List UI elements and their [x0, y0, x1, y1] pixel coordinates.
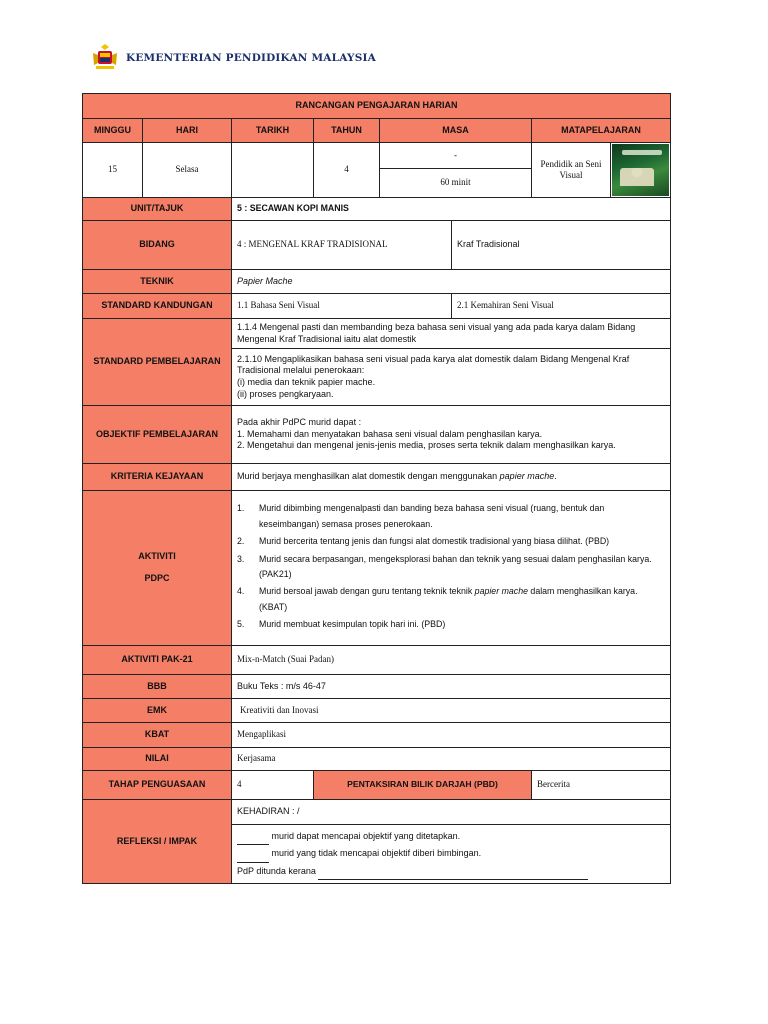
tarikh-value[interactable] — [232, 143, 314, 198]
list-item: 4. Murid bersoal jawab dengan guru tentang teknik teknik papier mache dalam menghasilkan karya. (KBAT) — [237, 586, 638, 612]
col-tarikh: TARIKH — [232, 119, 314, 143]
bbb-value: Buku Teks : m/s 46-47 — [232, 675, 671, 699]
ministry-name: KEMENTERIAN PENDIDIKAN MALAYSIA — [126, 52, 376, 64]
teknik-label: TEKNIK — [83, 270, 232, 294]
pbd-label: PENTAKSIRAN BILIK DARJAH (PBD) — [314, 771, 532, 800]
sk-value-b: 2.1 Kemahiran Seni Visual — [452, 294, 671, 319]
sk-label: STANDARD KANDUNGAN — [83, 294, 232, 319]
unit-value: 5 : SECAWAN KOPI MANIS — [232, 198, 671, 221]
pbd-value: Bercerita — [532, 771, 671, 800]
textbook-cover-image — [611, 143, 671, 198]
document-title: RANCANGAN PENGAJARAN HARIAN — [83, 94, 671, 119]
masa-bottom-value: 60 minit — [380, 169, 532, 198]
col-matapelajaran: MATAPELAJARAN — [532, 119, 671, 143]
minggu-value: 15 — [83, 143, 143, 198]
list-item: 2. Murid bercerita tentang jenis dan fungsi alat domestik tradisional yang biasa dilihat. (PBD) — [237, 536, 610, 547]
kehadiran-field[interactable]: KEHADIRAN : / — [232, 800, 671, 825]
col-minggu: MINGGU — [83, 119, 143, 143]
bidang-value: 4 : MENGENAL KRAF TRADISIONAL — [232, 221, 452, 270]
list-item: 3. Murid secara berpasangan, mengeksplorasi bahan dan teknik yang sesuai dalam penghasilan karya. (PAK21) — [237, 553, 652, 579]
masa-top-value: - — [380, 143, 532, 169]
tahap-value: 4 — [232, 771, 314, 800]
sp-label: STANDARD PEMBELAJARAN — [83, 319, 232, 406]
sp-value-a: 1.1.4 Mengenal pasti dan membanding beza bahasa seni visual yang ada pada karya dalam Bidang Mengenal Kraf Tradisional iaitu alat domestik — [232, 319, 671, 349]
aktiviti-label: AKTIVITI PDPC — [83, 491, 232, 646]
bidang-label: BIDANG — [83, 221, 232, 270]
bidang-side-value: Kraf Tradisional — [452, 221, 671, 270]
hari-value: Selasa — [143, 143, 232, 198]
objektif-label: OBJEKTIF PEMBELAJARAN — [83, 406, 232, 464]
sp-value-b: 2.1.10 Mengaplikasikan bahasa seni visual pada karya alat domestik dalam Bidang Mengenal Kraf Tradisional melalui penerokaan: (i) media dan teknik papier mache. (ii) proses pengkaryaan. — [232, 349, 671, 406]
blank-line[interactable] — [318, 879, 588, 880]
tahap-label: TAHAP PENGUASAAN — [83, 771, 232, 800]
bbb-label: BBB — [83, 675, 232, 699]
col-tahun: TAHUN — [314, 119, 380, 143]
pak21-label: AKTIVITI PAK-21 — [83, 646, 232, 675]
unit-label: UNIT/TAJUK — [83, 198, 232, 221]
tahun-value: 4 — [314, 143, 380, 198]
kbat-label: KBAT — [83, 723, 232, 748]
col-masa: MASA — [380, 119, 532, 143]
teknik-value: Papier Mache — [232, 270, 671, 294]
refleksi-label: REFLEKSI / IMPAK — [83, 800, 232, 884]
refleksi-value: murid dapat mencapai objektif yang ditetapkan. murid yang tidak mencapai objektif diberi bimbingan. PdP ditunda kerana — [232, 825, 671, 884]
objektif-value: Pada akhir PdPC murid dapat : 1. Memahami dan menyatakan bahasa seni visual dalam penghasilan karya. 2. Mengetahui dan mengenal jenis-jenis media, proses serta teknik dalam menghasilkan karya. — [232, 406, 671, 464]
document-header — [90, 42, 376, 74]
kriteria-label: KRITERIA KEJAYAAN — [83, 464, 232, 491]
kbat-value: Mengaplikasi — [232, 723, 671, 748]
emk-value: Kreativiti dan Inovasi — [232, 699, 671, 723]
nilai-value: Kerjasama — [232, 748, 671, 771]
nilai-label: NILAI — [83, 748, 232, 771]
aktiviti-value — [232, 491, 671, 646]
emk-label: EMK — [83, 699, 232, 723]
list-item: 5. Murid membuat kesimpulan topik hari ini. (PBD) — [237, 619, 446, 630]
sk-value-a: 1.1 Bahasa Seni Visual — [232, 294, 452, 319]
col-hari: HARI — [143, 119, 232, 143]
kriteria-value: Murid berjaya menghasilkan alat domestik dengan menggunakan papier mache. — [232, 464, 671, 491]
list-item: 1. Murid dibimbing mengenalpasti dan banding beza bahasa seni visual (ruang, bentuk dan keseimbangan) semasa proses penerokaan. — [237, 503, 605, 529]
subject-value: Pendidik an Seni Visual — [532, 143, 611, 198]
malaysia-coat-of-arms-icon — [90, 43, 120, 73]
lesson-plan-table — [82, 93, 671, 884]
pak21-value: Mix-n-Match (Suai Padan) — [232, 646, 671, 675]
